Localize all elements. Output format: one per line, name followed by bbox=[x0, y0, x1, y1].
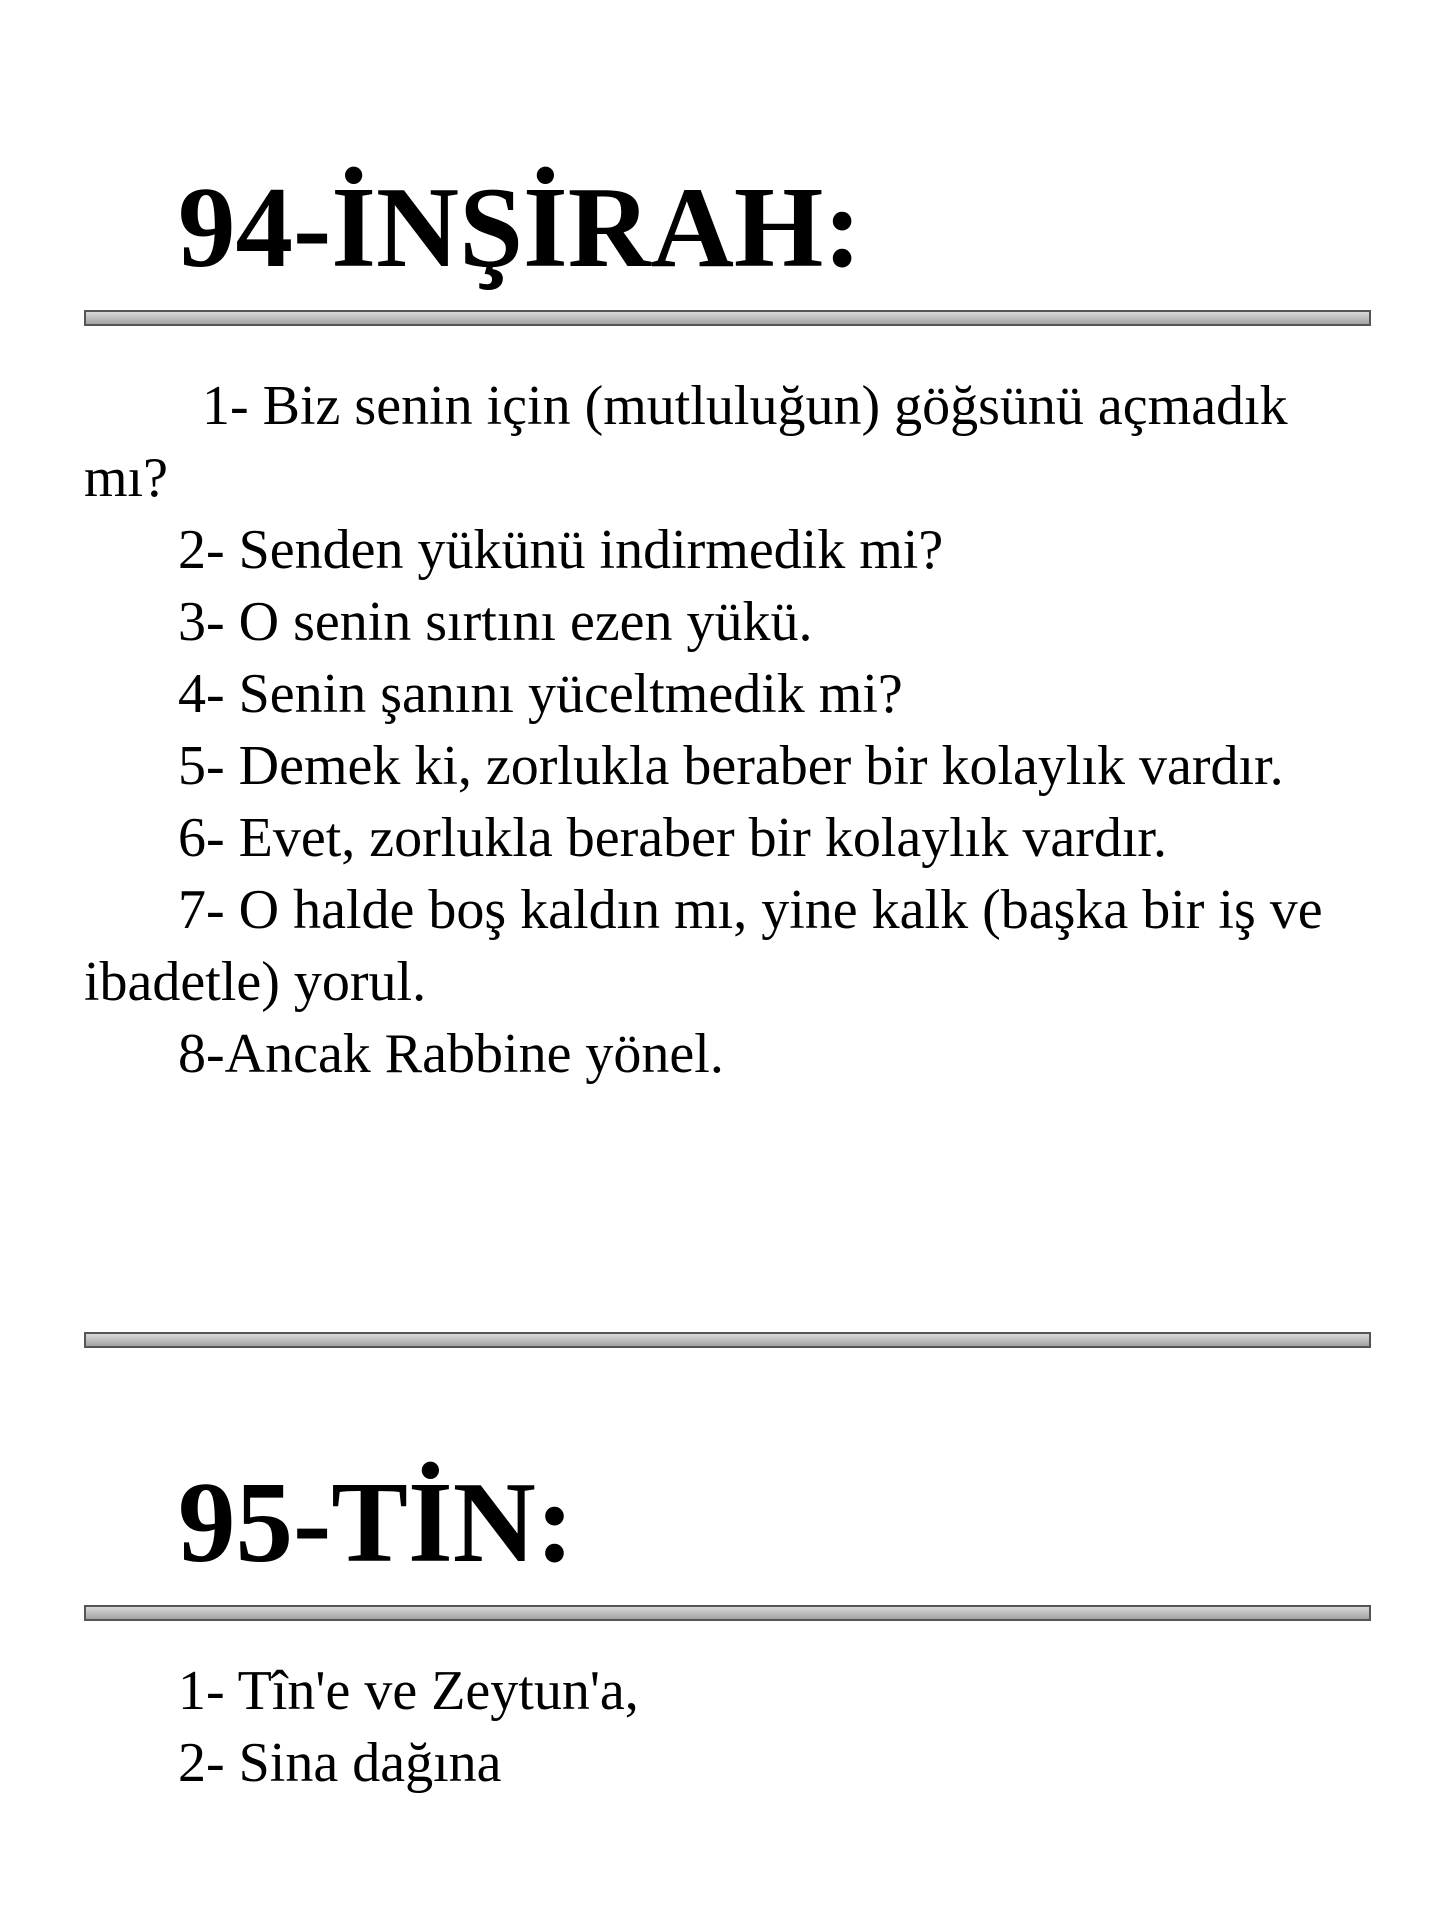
verse-item: 7- O halde boş kaldın mı, yine kalk (başka bir iş ve ibadetle) yorul. bbox=[84, 879, 1323, 1013]
surah-heading-inshirah: 94-İNŞİRAH: bbox=[178, 164, 862, 291]
verse-item: 6- Evet, zorlukla beraber bir kolaylık vardır. bbox=[178, 807, 1167, 869]
verse-list-tin bbox=[84, 1655, 1371, 1799]
verse-item: 1- Tîn'e ve Zeytun'a, bbox=[178, 1660, 639, 1722]
section-divider bbox=[84, 310, 1371, 326]
section-divider bbox=[84, 1332, 1371, 1348]
verse-item: 2- Senden yükünü indirmedik mi? bbox=[178, 519, 944, 581]
surah-heading-tin: 95-TİN: bbox=[178, 1459, 575, 1586]
verse-list-inshirah bbox=[84, 370, 1371, 1090]
verse-item: 5- Demek ki, zorlukla beraber bir kolaylık vardır. bbox=[178, 735, 1284, 797]
verse-item: 4- Senin şanını yüceltmedik mi? bbox=[178, 663, 903, 725]
section-divider bbox=[84, 1605, 1371, 1621]
verse-item: 2- Sina dağına bbox=[178, 1732, 502, 1794]
verse-item: 1- Biz senin için (mutluluğun) göğsünü açmadık mı? bbox=[84, 375, 1288, 509]
verse-item: 8-Ancak Rabbine yönel. bbox=[178, 1023, 724, 1085]
verse-item: 3- O senin sırtını ezen yükü. bbox=[178, 591, 813, 653]
